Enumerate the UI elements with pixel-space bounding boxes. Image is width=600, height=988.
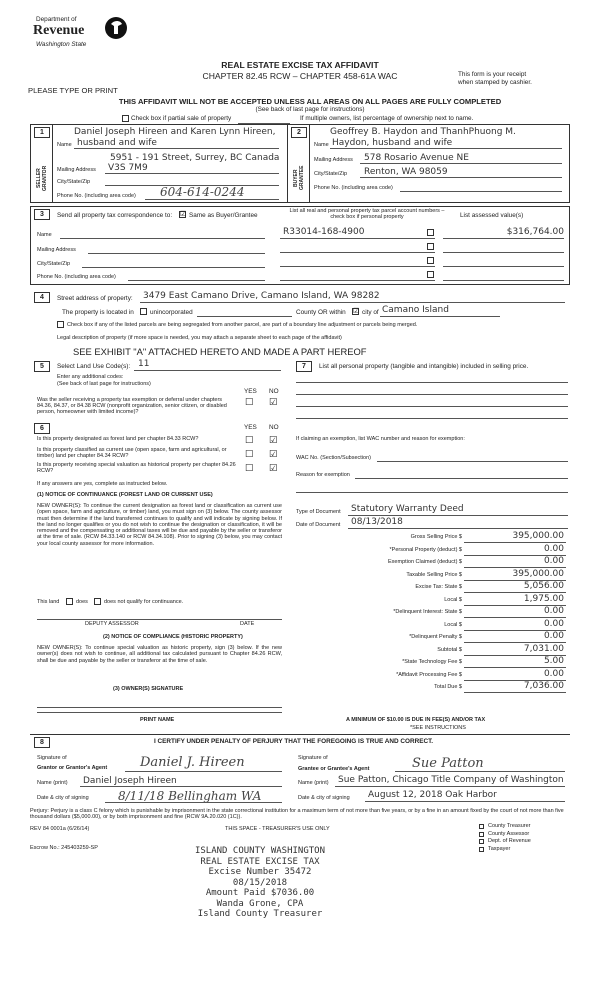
dor-logo: [30, 14, 130, 66]
same-as-buyer-checkbox[interactable]: ☑: [180, 211, 187, 218]
seller-name-2: husband and wife: [77, 138, 157, 148]
does-not-label: does not qualify for continuance.: [104, 599, 184, 605]
stamp-line: Wanda Grone, CPA: [216, 898, 304, 909]
grantee-sig-label-1: Signature of: [298, 755, 328, 761]
calc-row-value: 0.00: [543, 618, 564, 629]
does-not-qualify-checkbox[interactable]: [94, 598, 101, 605]
grantor-date-city: 8/11/18 Bellingham WA: [118, 789, 262, 803]
calc-row-value: 395,000.00: [512, 568, 564, 579]
personal-property-checkbox-2[interactable]: [427, 243, 434, 250]
seller-phone: 604-614-0244: [160, 185, 245, 199]
calc-row-value: 395,000.00: [512, 531, 564, 541]
rev-number: REV 84 0001a (6/26/14): [30, 826, 90, 832]
grantor-sig-label-2: Grantor or Grantor's Agent: [37, 765, 108, 771]
dept-line1: Department of: [36, 16, 77, 23]
receipt-note: This form is your receipt: [458, 71, 527, 78]
land-use-label: Select Land Use Code(s):: [57, 363, 131, 370]
grantor-sig-label-1: Signature of: [37, 755, 67, 761]
stamp-line: 08/15/2018: [232, 877, 288, 888]
wac-label: WAC No. (Section/Subsection): [296, 455, 371, 461]
s5-yes-checkbox[interactable]: ☐: [245, 396, 254, 407]
stamp-line: Amount Paid $7036.00: [205, 888, 315, 898]
copy-label: County Treasurer: [488, 823, 531, 829]
stamp-line: Excise Number 35472: [208, 867, 312, 877]
seller-name-label: Name: [57, 142, 72, 148]
stamp-line: REAL ESTATE EXCISE TAX: [200, 856, 320, 867]
treasurer-stamp: [140, 846, 380, 920]
seller-address-label: Mailing Address: [57, 167, 96, 173]
same-as-buyer-label: Same as Buyer/Grantee: [189, 212, 258, 219]
s6-q3-no[interactable]: ☑: [269, 462, 278, 473]
calc-table: [296, 530, 570, 700]
notice-compliance-body: NEW OWNER(S): To continue special valuation as historic property, sign (3) below. If the new owner(s) does not wish to continue, all additional tax calculated pursuant to Chapter 84.26 RCW, shall be due and payable by the seller or transferor at the time of sale.: [37, 645, 282, 664]
minimum-due: A MINIMUM OF $10.00 IS DUE IN FEE(S) AND/OR TAX: [346, 717, 486, 723]
seller-side-label: SELLER GRANTOR: [36, 165, 48, 191]
calc-row-label: Total Due $: [434, 684, 462, 690]
see-instructions: *SEE INSTRUCTIONS: [410, 725, 466, 731]
owner-signature-label: (3) OWNER(S) SIGNATURE: [113, 686, 184, 692]
segregated-label: Check box if any of the listed parcels are being segregated from another parcel, are part of a boundary line adjustment or parcels being merged.: [67, 322, 418, 328]
section-4-number: 4: [34, 292, 50, 303]
forest-land-question: Is this property designated as forest land per chapter 84.33 RCW?: [37, 436, 199, 442]
grantor-signature: Daniel J. Hireen: [140, 755, 245, 770]
dept-line3: Washington State: [36, 41, 87, 48]
copy-checkbox[interactable]: [479, 824, 484, 829]
receipt-note-2: when stamped by cashier.: [458, 79, 532, 86]
unincorporated-label: unincorporated: [150, 309, 193, 316]
seller-address-2: V3S 7M9: [108, 163, 148, 173]
copy-label: County Assessor: [488, 830, 530, 837]
partial-sale-checkbox[interactable]: [122, 115, 129, 122]
land-use-see-back: (See back of last page for instructions): [57, 381, 151, 387]
calc-row-label: Gross Selling Price $: [410, 534, 462, 540]
exemption-question: Was the seller receiving a property tax exemption or deferral under chapters 84.36, 84.37, or 84.38 RCW (nonprofit organization, senior citizen, or disabled person, homeowner with limited income)?: [37, 397, 227, 416]
additional-codes-label: Enter any additional codes:: [57, 374, 124, 380]
multiple-owners-note: If multiple owners, list percentage of ownership next to name.: [300, 115, 474, 122]
personal-property-checkbox-3[interactable]: [427, 257, 434, 264]
property-city: Camano Island: [382, 305, 449, 315]
calc-row-value: 0.00: [543, 668, 564, 679]
dept-line2: Revenue: [33, 23, 85, 38]
grantee-name-label: Name (print): [298, 780, 329, 786]
certify-statement: I CERTIFY UNDER PENALTY OF PERJURY THAT THE FOREGOING IS TRUE AND CORRECT.: [154, 738, 434, 745]
copy-checkbox[interactable]: [479, 832, 484, 837]
seller-name: Daniel Joseph Hireen and Karen Lynn Hireen,: [74, 127, 276, 137]
tax-phone-label: Phone No. (including area code): [37, 274, 116, 280]
s6-yes-header: YES: [244, 424, 257, 431]
city-of-checkbox[interactable]: ☑: [353, 308, 360, 315]
copy-distribution: [479, 823, 531, 853]
buyer-city-label: City/State/Zip: [314, 171, 348, 177]
calc-row-value: 7,031.00: [523, 643, 564, 654]
grantor-name: Daniel Joseph Hireen: [83, 776, 177, 786]
current-use-question: Is this property classified as current use (open space, farm and agricultural, or timber) land per chapter 84.34 RCW?: [37, 447, 227, 460]
calc-row-value: 1,975.00: [523, 593, 564, 604]
treasurer-only: THIS SPACE - TREASURER'S USE ONLY: [225, 826, 330, 832]
calc-row-label: Local $: [444, 621, 462, 628]
calc-row-label: Excise Tax: State $: [415, 584, 462, 590]
personal-property-checkbox-1[interactable]: [427, 229, 434, 236]
s5-no-header: NO: [269, 388, 279, 395]
warning: THIS AFFIDAVIT WILL NOT BE ACCEPTED UNLESS ALL AREAS ON ALL PAGES ARE FULLY COMPLETED: [118, 97, 502, 106]
calc-row-label: *State Technology Fee $: [402, 659, 462, 665]
doc-type-label: Type of Document: [296, 509, 341, 515]
seller-address: 5951 - 191 Street, Surrey, BC Canada: [110, 153, 280, 163]
notice-continuance-title: (1) NOTICE OF CONTINUANCE (FOREST LAND OR CURRENT USE): [37, 492, 213, 498]
section-5-number: 5: [34, 361, 50, 372]
does-label: does: [76, 599, 88, 605]
s5-yes-header: YES: [244, 388, 257, 395]
form-title: REAL ESTATE EXCISE TAX AFFIDAVIT: [221, 60, 379, 70]
section-2-number: 2: [291, 127, 307, 138]
land-use-code: 11: [138, 359, 150, 369]
if-yes-note: If any answers are yes, complete as instructed below.: [37, 481, 168, 487]
parcel-number: R33014-168-4900: [283, 227, 365, 237]
doc-date: 08/13/2018: [351, 517, 403, 527]
section-1-number: 1: [34, 127, 50, 138]
wa-state-icon: [104, 14, 128, 44]
buyer-address: 578 Rosario Avenue NE: [364, 153, 469, 163]
stamp-line: Island County Treasurer: [197, 909, 323, 919]
located-label: The property is located in: [62, 309, 134, 316]
grantee-signature: Sue Patton: [412, 756, 484, 771]
form-subtitle: CHAPTER 82.45 RCW – CHAPTER 458-61A WAC: [202, 71, 398, 81]
doc-type: Statutory Warranty Deed: [351, 504, 464, 514]
buyer-side-label: BUYER GRANTEE: [293, 165, 305, 191]
seller-phone-label: Phone No. (including area code): [57, 193, 136, 199]
s6-no-header: NO: [269, 424, 279, 431]
deputy-assessor-label: DEPUTY ASSESSOR: [85, 621, 139, 627]
stamp-line: ISLAND COUNTY WASHINGTON: [194, 846, 326, 856]
county-or-within: County OR within: [296, 309, 346, 316]
section-3-number: 3: [34, 209, 50, 220]
copy-item: [479, 846, 531, 854]
tax-send-label: Send all property tax correspondence to:: [57, 212, 173, 219]
segregated-checkbox[interactable]: [57, 321, 64, 328]
s6-q1-yes[interactable]: ☐: [245, 434, 254, 445]
buyer-phone-label: Phone No. (including area code): [314, 185, 393, 191]
grantee-date-city: August 12, 2018 Oak Harbor: [368, 790, 497, 800]
escrow-number: Escrow No.: 245403259-SP: [30, 845, 98, 851]
grantor-name-label: Name (print): [37, 780, 68, 786]
copy-item: [479, 838, 531, 846]
calc-row-value: 0.00: [543, 556, 564, 566]
exemption-label: If claiming an exemption, list WAC number and reason for exemption:: [296, 436, 465, 442]
grantee-sig-label-2: Grantee or Grantee's Agent: [298, 766, 370, 772]
calc-row-label: *Delinquent Interest: State $: [393, 609, 462, 615]
unincorporated-checkbox[interactable]: [140, 308, 147, 315]
deputy-date-label: DATE: [240, 621, 255, 627]
partial-sale-label: Check box if partial sale of property: [131, 115, 232, 122]
tax-name-label: Name: [37, 232, 52, 238]
copy-item: [479, 831, 531, 839]
perjury-statement: Perjury: Perjury is a class C felony which is punishable by imprisonment in the state correctional institution for a maximum term of not more than five years, or by a fine in an amount fixed by the court of not more than five thousand dollars ($5,000.00), or by both imprisonment and fine (RCW 9A.20.020 (1C)).: [30, 808, 564, 821]
calc-row-label: Subtotal $: [437, 646, 462, 653]
calc-row-label: *Affidavit Processing Fee $: [396, 671, 462, 678]
calc-row-value: 0.00: [543, 543, 564, 554]
historic-question: Is this property receiving special valuation as historical property per chapter 84.26 RCW?: [37, 462, 236, 475]
buyer-name-2: Haydon, husband and wife: [332, 138, 453, 148]
seller-city-label: City/State/Zip: [57, 179, 91, 185]
see-back-header: (See back of last page for instructions): [255, 106, 365, 113]
s6-q2-yes[interactable]: ☐: [245, 448, 254, 459]
calc-row-value: 0.00: [543, 631, 564, 641]
calc-row-value: 7,036.00: [523, 681, 564, 691]
calc-row-label: *Delinquent Penalty $: [409, 634, 462, 640]
buyer-address-label: Mailing Address: [314, 157, 353, 163]
copy-label: Taxpayer: [488, 845, 511, 852]
buyer-name-label: Name: [314, 142, 329, 148]
parcel-header: List all real and personal property tax parcel account numbers – check box if personal property: [289, 208, 445, 220]
section-6-number: 6: [34, 423, 50, 434]
section-7-number: 7: [296, 361, 312, 372]
calc-row-value: 0.00: [543, 606, 564, 616]
grantee-name: Sue Patton, Chicago Title Company of Washington: [338, 775, 564, 785]
street-label: Street address of property:: [57, 295, 133, 302]
copy-item: [479, 823, 531, 831]
copy-checkbox[interactable]: [479, 847, 484, 852]
city-of-label: city of: [362, 309, 379, 316]
s5-no-checkbox[interactable]: ☑: [269, 396, 278, 407]
calc-row-label: Taxable Selling Price $: [406, 571, 462, 578]
does-qualify-checkbox[interactable]: [66, 598, 73, 605]
street-address: 3479 East Camano Drive, Camano Island, WA 98282: [143, 291, 380, 301]
calc-row-label: Local $: [444, 596, 462, 603]
notice-compliance-title: (2) NOTICE OF COMPLIANCE (HISTORIC PROPERTY): [103, 634, 243, 640]
s6-q3-yes[interactable]: ☐: [245, 462, 254, 473]
assessed-header: List assessed value(s): [460, 212, 524, 219]
please-type: PLEASE TYPE OR PRINT: [28, 86, 118, 95]
personal-property-label: List all personal property (tangible and intangible) included in selling price.: [319, 363, 529, 370]
tax-city-label: City/State/Zip: [37, 261, 71, 267]
calc-row-value: 5,056.00: [523, 581, 564, 591]
personal-property-checkbox-4[interactable]: [427, 271, 434, 278]
legal-description: SEE EXHIBIT "A" ATTACHED HERETO AND MADE A PART HEREOF: [73, 346, 367, 357]
copy-checkbox[interactable]: [479, 839, 484, 844]
grantor-date-label: Date & city of signing: [37, 795, 89, 801]
buyer-city: Renton, WA 98059: [364, 167, 448, 177]
calc-row-label: Exemption Claimed (deduct) $: [388, 559, 462, 565]
grantee-date-label: Date & city of signing: [298, 795, 350, 801]
reason-label: Reason for exemption: [296, 472, 350, 478]
doc-date-label: Date of Document: [296, 522, 341, 528]
tax-address-label: Mailing Address: [37, 247, 76, 253]
s6-q1-no[interactable]: ☑: [269, 434, 278, 445]
legal-label: Legal description of property (if more space is needed, you may attach a separate sheet to each page of the affidavit): [57, 335, 342, 341]
land-does-label: This land: [37, 599, 60, 605]
print-name-label: PRINT NAME: [140, 717, 175, 723]
assessed-value: $316,764.00: [506, 227, 564, 237]
calc-row-value: 5.00: [543, 656, 564, 666]
notice-continuance-body: NEW OWNER(S): To continue the current designation as forest land or classification as current use (open space, farm and agriculture, or timber) land, you must sign on (3) below. The county assessor must then determine if the land transferred continues to qualify and will indicate by signing below. If the land no longer qualifies or you do not wish to continue the designation or classification, it will be removed and the compensating or additional taxes will be due and payable by the seller or transferor at the time of sale. (RCW 84.33.140 or RCW 84.34.108). Prior to signing (3) below, you may contact your local county assessor for more information.: [37, 503, 282, 547]
calc-row-label: *Personal Property (deduct) $: [389, 546, 462, 553]
buyer-name: Geoffrey B. Haydon and ThanhPhuong M.: [330, 127, 516, 137]
s6-q2-no[interactable]: ☑: [269, 448, 278, 459]
copy-label: Dept. of Revenue: [488, 838, 531, 844]
section-8-number: 8: [34, 737, 50, 748]
